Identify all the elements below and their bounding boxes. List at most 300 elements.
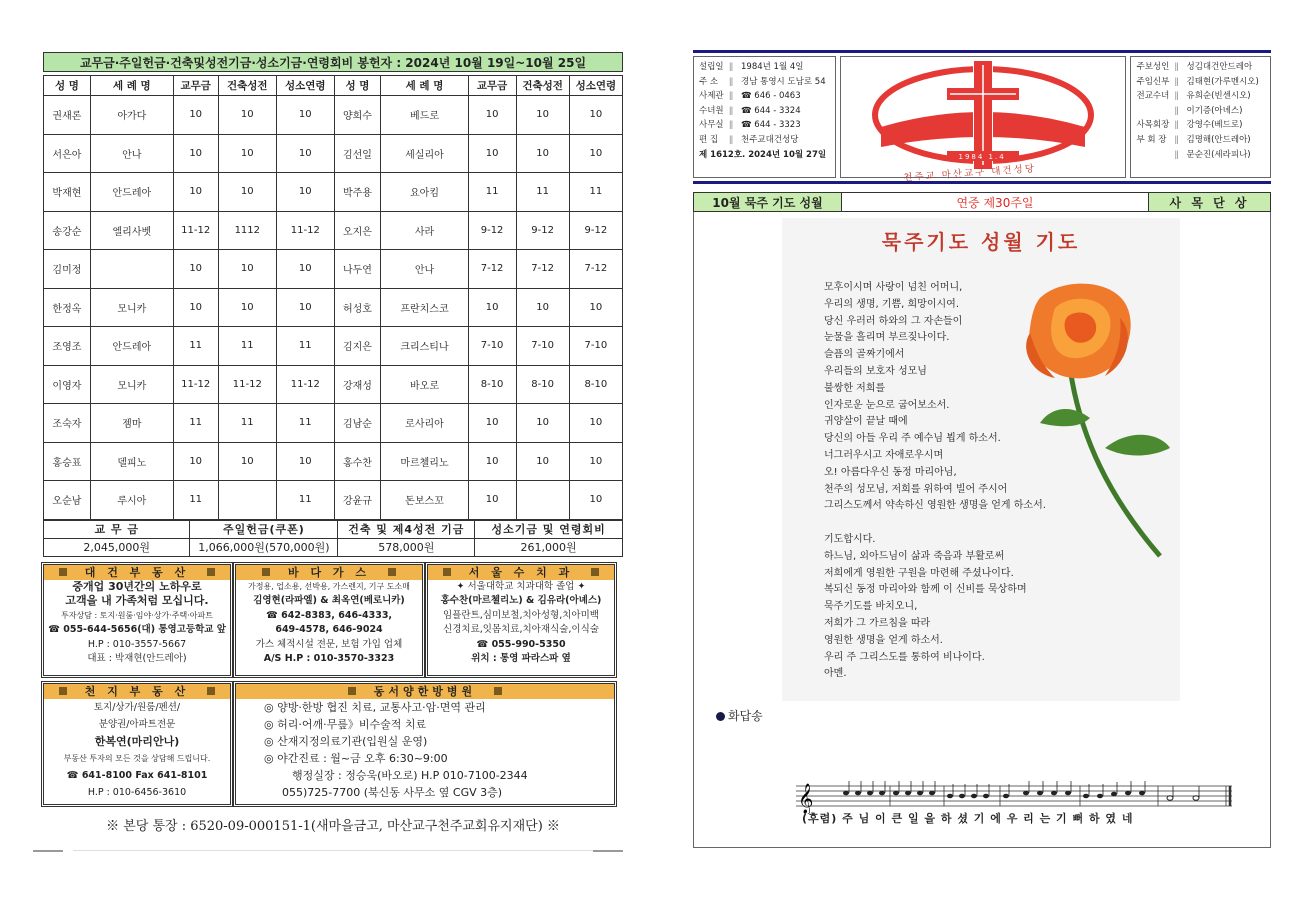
- ad-line: 투자상담 : 토지·원룸·임야·상가·주택·아파트: [61, 610, 213, 620]
- ad-line: 임플란트,심미보철,치아성형,치아미백: [443, 609, 599, 621]
- table-cell: 11: [173, 327, 218, 366]
- music-note: [1111, 792, 1117, 797]
- table-cell: 10: [218, 96, 277, 135]
- table-row: [44, 404, 623, 443]
- table-cell: 10: [277, 96, 334, 135]
- ad-line: 김영현(라파엘) & 최옥연(베로니카): [253, 595, 405, 606]
- info-key: [1136, 148, 1174, 163]
- music-note: [867, 791, 873, 796]
- prayer-line: 불쌍한 저희를: [824, 382, 886, 394]
- table-cell: 엘리사벳: [90, 211, 173, 250]
- hymn-label-text: 화답송: [728, 709, 763, 723]
- info-value: 천주교대건성당: [741, 134, 799, 145]
- table-cell: 김남순: [334, 404, 381, 443]
- prayer-line: 귀양살이 끝날 때에: [824, 416, 908, 428]
- info-row: [699, 60, 830, 75]
- music-staff: [796, 780, 1236, 814]
- info-value: 김태현(가루멘시오): [1186, 76, 1259, 87]
- info-value: ☎ 644 - 3323: [741, 120, 801, 131]
- table-row: [44, 327, 623, 366]
- separator-icon: ǁ: [729, 76, 734, 87]
- prayer-line: 우리들의 보호자 성모님: [824, 365, 927, 377]
- music-note: [879, 791, 885, 796]
- table-cell: 안드레아: [90, 173, 173, 212]
- logo-text: 천주교 마산교구 대건성당: [903, 163, 1037, 184]
- table-cell: 11: [468, 173, 516, 212]
- music-note: [929, 791, 935, 796]
- prayer-line: 인자로운 눈으로 굽어보소서.: [824, 399, 950, 411]
- prayer-line: 당신의 아들 우리 주 예수님 뵙게 하소서.: [824, 433, 1001, 445]
- table-cell: 김선일: [334, 134, 381, 173]
- table-row: [44, 365, 623, 404]
- info-key: 수녀원: [699, 105, 724, 116]
- table-row: [44, 288, 623, 327]
- music-note: [971, 794, 977, 799]
- table-cell: 10: [218, 442, 277, 481]
- info-key: [1136, 104, 1174, 119]
- summary-header: 교 무 금: [44, 520, 190, 538]
- column-header: 교무금: [468, 76, 516, 96]
- table-cell: 김지은: [334, 327, 381, 366]
- table-cell: [218, 481, 277, 520]
- table-cell: 허성호: [334, 288, 381, 327]
- table-cell: 10: [277, 250, 334, 289]
- table-cell: 이영자: [44, 365, 91, 404]
- table-cell: 안나: [381, 250, 468, 289]
- ad-line: 위치 : 통영 파라스파 옆: [471, 653, 571, 664]
- donor-table: [43, 75, 623, 520]
- info-row: [1136, 89, 1265, 104]
- bulletin-header: [693, 50, 1271, 184]
- table-cell: 11: [218, 327, 277, 366]
- table-cell: 11: [516, 173, 569, 212]
- separator-icon: ǁ: [1174, 149, 1179, 160]
- table-cell: 김미정: [44, 250, 91, 289]
- music-note: [1023, 791, 1029, 796]
- info-row: [699, 89, 830, 104]
- ad-line: ◎ 야간진료 : 월~금 오후 6:30~9:00: [264, 751, 448, 765]
- separator-icon: ǁ: [729, 105, 734, 116]
- ad-title: 동서양한방병원: [373, 685, 477, 698]
- prayer-line: 눈물을 흘리며 부르짖나이다.: [824, 332, 950, 344]
- left-page: [43, 52, 623, 834]
- section-left: 10월 묵주 기도 성월: [694, 193, 842, 211]
- table-cell: 권새론: [44, 96, 91, 135]
- ad-line: 토지/상가/원룸/펜션/: [93, 701, 181, 713]
- table-cell: 9-12: [516, 211, 569, 250]
- table-cell: 10: [468, 481, 516, 520]
- summary-value: 2,045,000원: [44, 538, 190, 556]
- table-cell: 10: [173, 173, 218, 212]
- summary-header: 주일헌금(쿠폰): [190, 520, 338, 538]
- table-cell: 11-12: [277, 211, 334, 250]
- column-header: 교무금: [173, 76, 218, 96]
- table-cell: 11-12: [277, 365, 334, 404]
- ad-title: 대 건 부 동 산: [84, 566, 190, 579]
- separator-icon: ǁ: [1174, 134, 1179, 145]
- section-sunday: 연중 제30주일: [956, 195, 1034, 210]
- separator-icon: ǁ: [729, 134, 734, 145]
- music-note: [1037, 791, 1043, 796]
- ad-line: ◎ 양방·한방 협진 치료, 교통사고·암·면역 관리: [264, 700, 486, 714]
- info-key: 주보성인: [1136, 62, 1170, 72]
- table-cell: 10: [218, 250, 277, 289]
- logo-years: 1984 1.4: [958, 153, 1006, 161]
- ad-line: 한복연(마리안나): [94, 734, 180, 748]
- column-header: 성소연령: [277, 76, 334, 96]
- ad-cheonji-realestate: [43, 683, 231, 805]
- table-row: [44, 481, 623, 520]
- info-key: 주 소: [699, 76, 719, 87]
- table-cell: 11: [277, 327, 334, 366]
- prayer-line: 우리의 생명, 기쁨, 희망이시여.: [824, 298, 959, 310]
- prayer-line: 그리스도께서 약속하신 영원한 생명을 얻게 하소서.: [824, 500, 1046, 512]
- info-value: 유희순(빈센시오): [1186, 91, 1251, 102]
- table-cell: 홍수찬: [334, 442, 381, 481]
- info-row: [1136, 118, 1265, 133]
- ad-line: 신경치료,잇몸치료,치아재식술,이식술: [443, 624, 599, 635]
- table-cell: 9-12: [569, 211, 622, 250]
- ad-line: ☎ 641-8100 Fax 641-8101: [66, 769, 208, 781]
- table-cell: 모니카: [90, 288, 173, 327]
- table-row: [44, 134, 623, 173]
- info-row: [699, 133, 830, 148]
- table-cell: 11: [218, 404, 277, 443]
- parish-staff: [1130, 56, 1271, 178]
- prayer-line: 복되신 동정 마리아와 함께 이 신비를 묵상하며: [824, 584, 1027, 596]
- donor-rows: [44, 96, 623, 520]
- parish-info: [693, 56, 836, 178]
- music-note: [1083, 794, 1089, 799]
- info-value: 강영수(베드로): [1186, 120, 1243, 131]
- table-cell: 10: [173, 442, 218, 481]
- table-cell: 7-10: [569, 327, 622, 366]
- ad-dongseo-hospital: [235, 683, 615, 805]
- info-value: ☎ 644 - 3324: [741, 105, 801, 116]
- info-row: [1136, 133, 1265, 148]
- issue-number: 제 1612호. 2024년 10월 27일: [699, 149, 827, 160]
- separator-icon: ǁ: [1174, 76, 1179, 87]
- table-cell: 10: [468, 134, 516, 173]
- info-key: 전교수녀: [1136, 91, 1170, 102]
- rose-icon: [1010, 278, 1180, 558]
- summary-value: 261,000원: [475, 538, 623, 556]
- ad-bada-gas: [235, 564, 423, 676]
- table-cell: 송강순: [44, 211, 91, 250]
- info-row: [1136, 104, 1265, 119]
- table-cell: 요아킴: [381, 173, 468, 212]
- summary-value: 578,000원: [338, 538, 475, 556]
- separator-icon: ǁ: [1174, 62, 1179, 72]
- ad-line: A/S H.P : 010-3570-3323: [263, 653, 395, 664]
- table-cell: 7-10: [516, 327, 569, 366]
- info-value: 이기증(아녜스): [1186, 105, 1243, 116]
- table-cell: 루시아: [90, 481, 173, 520]
- bullet-icon: [716, 712, 725, 721]
- table-row: [44, 442, 623, 481]
- music-note: [1139, 791, 1145, 796]
- table-cell: 10: [569, 96, 622, 135]
- ad-line: ◎ 허리·어깨·무릎》비수술적 치료: [264, 717, 427, 731]
- parish-account: ※ 본당 통장 : 6520-09-000151-1(새마을금고, 마산교구천주교회유지재단) ※: [106, 818, 560, 834]
- separator-icon: ǁ: [729, 62, 734, 72]
- ad-line: ◎ 산재지정의료기관(입원실 운영): [264, 734, 428, 748]
- table-cell: 로사리아: [381, 404, 468, 443]
- table-cell: 10: [277, 288, 334, 327]
- music-note: [1051, 791, 1057, 796]
- table-cell: 안드레아: [90, 327, 173, 366]
- table-cell: 오지은: [334, 211, 381, 250]
- info-key: 사제관: [699, 91, 724, 102]
- table-cell: 아가다: [90, 96, 173, 135]
- table-cell: 10: [173, 288, 218, 327]
- music-note: [1097, 794, 1103, 799]
- ad-line: H.P : 010-3557-5667: [87, 638, 187, 650]
- table-cell: 10: [516, 96, 569, 135]
- ad-title: 바 다 가 스: [288, 566, 370, 579]
- ad-line: 분양권/아파트전문: [98, 718, 176, 730]
- table-cell: 조숙자: [44, 404, 91, 443]
- music-note: [1125, 791, 1131, 796]
- info-key: 부 회 장: [1136, 134, 1167, 145]
- hymn-label: [716, 707, 763, 724]
- table-cell: 10: [218, 288, 277, 327]
- music-note: [905, 791, 911, 796]
- table-row: [44, 96, 623, 135]
- table-cell: 10: [173, 250, 218, 289]
- ad-title: 천 지 부 동 산: [84, 685, 190, 698]
- table-cell: 10: [516, 134, 569, 173]
- prayer-line: 슬픔의 골짜기에서: [824, 349, 905, 361]
- info-value: 성김대건안드레아: [1186, 62, 1253, 72]
- table-cell: 8-10: [468, 365, 516, 404]
- ad-line: 가정용, 업소용, 선박용, 가스렌지, 기구 도소매: [248, 581, 410, 591]
- prayer-line: 오! 아름다우신 동정 마리아님,: [824, 466, 957, 478]
- table-cell: 10: [569, 481, 622, 520]
- info-row: [699, 75, 830, 90]
- table-cell: 9-12: [468, 211, 516, 250]
- ad-line: 649-4578, 646-9024: [275, 624, 383, 635]
- table-cell: 11: [277, 404, 334, 443]
- table-cell: 베드로: [381, 96, 468, 135]
- column-header: 성소연령: [569, 76, 622, 96]
- table-cell: 나두연: [334, 250, 381, 289]
- info-key: 사목회장: [1136, 120, 1170, 131]
- table-cell: 강윤규: [334, 481, 381, 520]
- info-row: [1136, 60, 1265, 75]
- separator-icon: ǁ: [1174, 105, 1179, 116]
- table-row: [44, 211, 623, 250]
- table-cell: 8-10: [516, 365, 569, 404]
- ad-line: 중개업 30년간의 노하우로: [72, 579, 202, 593]
- table-cell: 7-12: [468, 250, 516, 289]
- table-cell: 1112: [218, 211, 277, 250]
- table-cell: 10: [516, 288, 569, 327]
- table-cell: [90, 250, 173, 289]
- table-cell: 11: [173, 404, 218, 443]
- music-note: [1065, 791, 1071, 796]
- info-value: 김명해(안드레아): [1186, 134, 1251, 145]
- ad-line: 고객을 내 가족처럼 모십니다.: [65, 594, 209, 607]
- table-cell: 10: [277, 134, 334, 173]
- table-cell: 11: [173, 481, 218, 520]
- info-row: [1136, 148, 1265, 163]
- ad-line: ☎ 055-644-5656(대) 통영고등학교 앞: [48, 624, 226, 635]
- table-cell: 10: [468, 96, 516, 135]
- info-key: 편 집: [699, 134, 719, 145]
- column-header: 세 례 명: [381, 76, 468, 96]
- column-header: 건축성전: [516, 76, 569, 96]
- table-cell: 조영조: [44, 327, 91, 366]
- table-cell: 홍승표: [44, 442, 91, 481]
- table-row: [44, 250, 623, 289]
- table-cell: 오순남: [44, 481, 91, 520]
- table-cell: 10: [277, 173, 334, 212]
- right-page: [693, 50, 1271, 848]
- table-cell: 10: [468, 288, 516, 327]
- table-cell: 한정옥: [44, 288, 91, 327]
- column-header: 성 명: [44, 76, 91, 96]
- table-cell: [516, 481, 569, 520]
- prayer-line: 천주의 성모님, 저희를 위하여 빌어 주시어: [824, 483, 1008, 495]
- prayer-line: 우리 주 그리스도를 통하여 비나이다.: [824, 651, 985, 663]
- prayer-line: 모후이시며 사랑이 넘친 어머니,: [824, 282, 963, 293]
- ad-title: 서 울 수 치 과: [468, 566, 574, 579]
- info-row: [1136, 75, 1265, 90]
- table-row: [44, 173, 623, 212]
- prayer-line: 기도합시다.: [824, 533, 876, 545]
- table-cell: 양희수: [334, 96, 381, 135]
- table-cell: 10: [468, 404, 516, 443]
- table-cell: 10: [218, 134, 277, 173]
- table-cell: 바오로: [381, 365, 468, 404]
- table-cell: 델피노: [90, 442, 173, 481]
- ad-seoul-dental: [427, 564, 615, 676]
- table-cell: 안나: [90, 134, 173, 173]
- ad-line: H.P : 010-6456-3610: [87, 786, 187, 798]
- table-cell: 7-12: [569, 250, 622, 289]
- ad-line: 행정실장 : 정승욱(바오로) H.P 010-7100-2344: [292, 768, 528, 782]
- table-cell: 모니카: [90, 365, 173, 404]
- music-note: [893, 791, 899, 796]
- table-cell: 프란치스코: [381, 288, 468, 327]
- info-key: 사무실: [699, 120, 724, 131]
- prayer-title: 묵주기도 성월 기도: [881, 230, 1081, 254]
- table-cell: 10: [569, 404, 622, 443]
- table-cell: 11: [569, 173, 622, 212]
- table-cell: 10: [569, 134, 622, 173]
- separator-icon: ǁ: [1174, 120, 1179, 131]
- ad-line: ☎ 055-990-5350: [476, 638, 566, 650]
- separator-icon: ǁ: [729, 120, 734, 131]
- prayer-line: 묵주기도를 바치오니,: [824, 601, 918, 613]
- table-cell: 사라: [381, 211, 468, 250]
- music-note: [947, 794, 953, 799]
- separator-icon: ǁ: [1174, 91, 1179, 102]
- ad-line: ✦ 서울대학교 치과대학 졸업 ✦: [456, 580, 586, 592]
- prayer-section: [693, 212, 1271, 848]
- table-cell: 11-12: [218, 365, 277, 404]
- table-cell: 10: [569, 442, 622, 481]
- table-cell: 10: [173, 96, 218, 135]
- table-cell: 10: [516, 404, 569, 443]
- table-cell: 박재현: [44, 173, 91, 212]
- table-cell: 10: [173, 134, 218, 173]
- table-cell: 마르첼리노: [381, 442, 468, 481]
- info-value: 경남 통영시 도남로 54: [741, 76, 826, 87]
- separator-icon: ǁ: [729, 91, 734, 102]
- section-right: 사 목 단 상: [1148, 193, 1270, 211]
- column-header: 성 명: [334, 76, 381, 96]
- prayer-line: 너그러우시고 자애로우시며: [824, 449, 944, 461]
- summary-header: 성소기금 및 연령회비: [475, 520, 623, 538]
- info-value: ☎ 646 - 0463: [741, 91, 801, 102]
- table-cell: 8-10: [569, 365, 622, 404]
- prayer-line: 아멘.: [824, 668, 847, 680]
- ad-line: 대표 : 박재현(안드레아): [87, 653, 187, 664]
- table-cell: 박주용: [334, 173, 381, 212]
- music-note: [843, 791, 849, 796]
- ad-daegeon-realestate: [43, 564, 231, 676]
- hymn-lyrics: (후렴) 주 님 이 큰 일 을 하 셨 기 에 우 리 는 기 뻐 하 였 네: [802, 812, 1134, 825]
- table-cell: 7-10: [468, 327, 516, 366]
- info-row: [699, 118, 830, 133]
- summary-header: 건축 및 제4성전 기금: [338, 520, 475, 538]
- table-cell: 강재성: [334, 365, 381, 404]
- ad-row-2: [43, 683, 623, 805]
- prayer-line: 저희가 그 가르침을 따라: [824, 617, 931, 629]
- table-cell: 11-12: [173, 211, 218, 250]
- column-header: 세 례 명: [90, 76, 173, 96]
- ad-row-1: [43, 564, 623, 676]
- prayer-card: [782, 218, 1180, 701]
- column-header: 건축성전: [218, 76, 277, 96]
- table-cell: 11-12: [173, 365, 218, 404]
- table-cell: 7-12: [516, 250, 569, 289]
- table-cell: 젬마: [90, 404, 173, 443]
- section-bar: [693, 192, 1271, 212]
- table-cell: 11: [277, 481, 334, 520]
- table-cell: 10: [569, 288, 622, 327]
- table-cell: 서은아: [44, 134, 91, 173]
- table-cell: 크리스티나: [381, 327, 468, 366]
- music-note: [1003, 794, 1009, 799]
- info-value: 문순진(세라피나): [1186, 149, 1251, 160]
- info-key: 설립일: [699, 62, 724, 72]
- music-note: [917, 791, 923, 796]
- table-cell: 10: [468, 442, 516, 481]
- donor-title: 교무금·주일헌금·건축및성전기금·성소기금·연령회비 봉헌자 : 2024년 10월 19일~10월 25일: [43, 52, 623, 72]
- summary-table: [43, 520, 623, 557]
- donor-header-row: [44, 76, 623, 96]
- info-key: 주임신부: [1136, 76, 1170, 87]
- ad-line: 가스 체적시설 전문, 보험 가입 업체: [255, 638, 403, 650]
- table-cell: 10: [516, 442, 569, 481]
- prayer-line: 당신 우러러 하와의 그 자손들이: [824, 315, 963, 327]
- music-note: [983, 794, 989, 799]
- prayer-line: 하느님, 외아드님이 삶과 죽음과 부활로써: [824, 550, 1005, 562]
- ad-line: ☎ 642-8383, 646-4333,: [265, 609, 393, 621]
- table-cell: 10: [218, 173, 277, 212]
- table-cell: 10: [277, 442, 334, 481]
- music-note: [855, 791, 861, 796]
- info-value: 1984년 1월 4일: [741, 62, 804, 72]
- parish-logo: [840, 56, 1126, 184]
- ad-line: 부동산 투자의 모든 것을 상담해 드립니다.: [63, 753, 211, 763]
- prayer-line: 영원한 생명을 얻게 하소서.: [824, 634, 943, 646]
- table-cell: 세실리아: [381, 134, 468, 173]
- music-note: [959, 794, 965, 799]
